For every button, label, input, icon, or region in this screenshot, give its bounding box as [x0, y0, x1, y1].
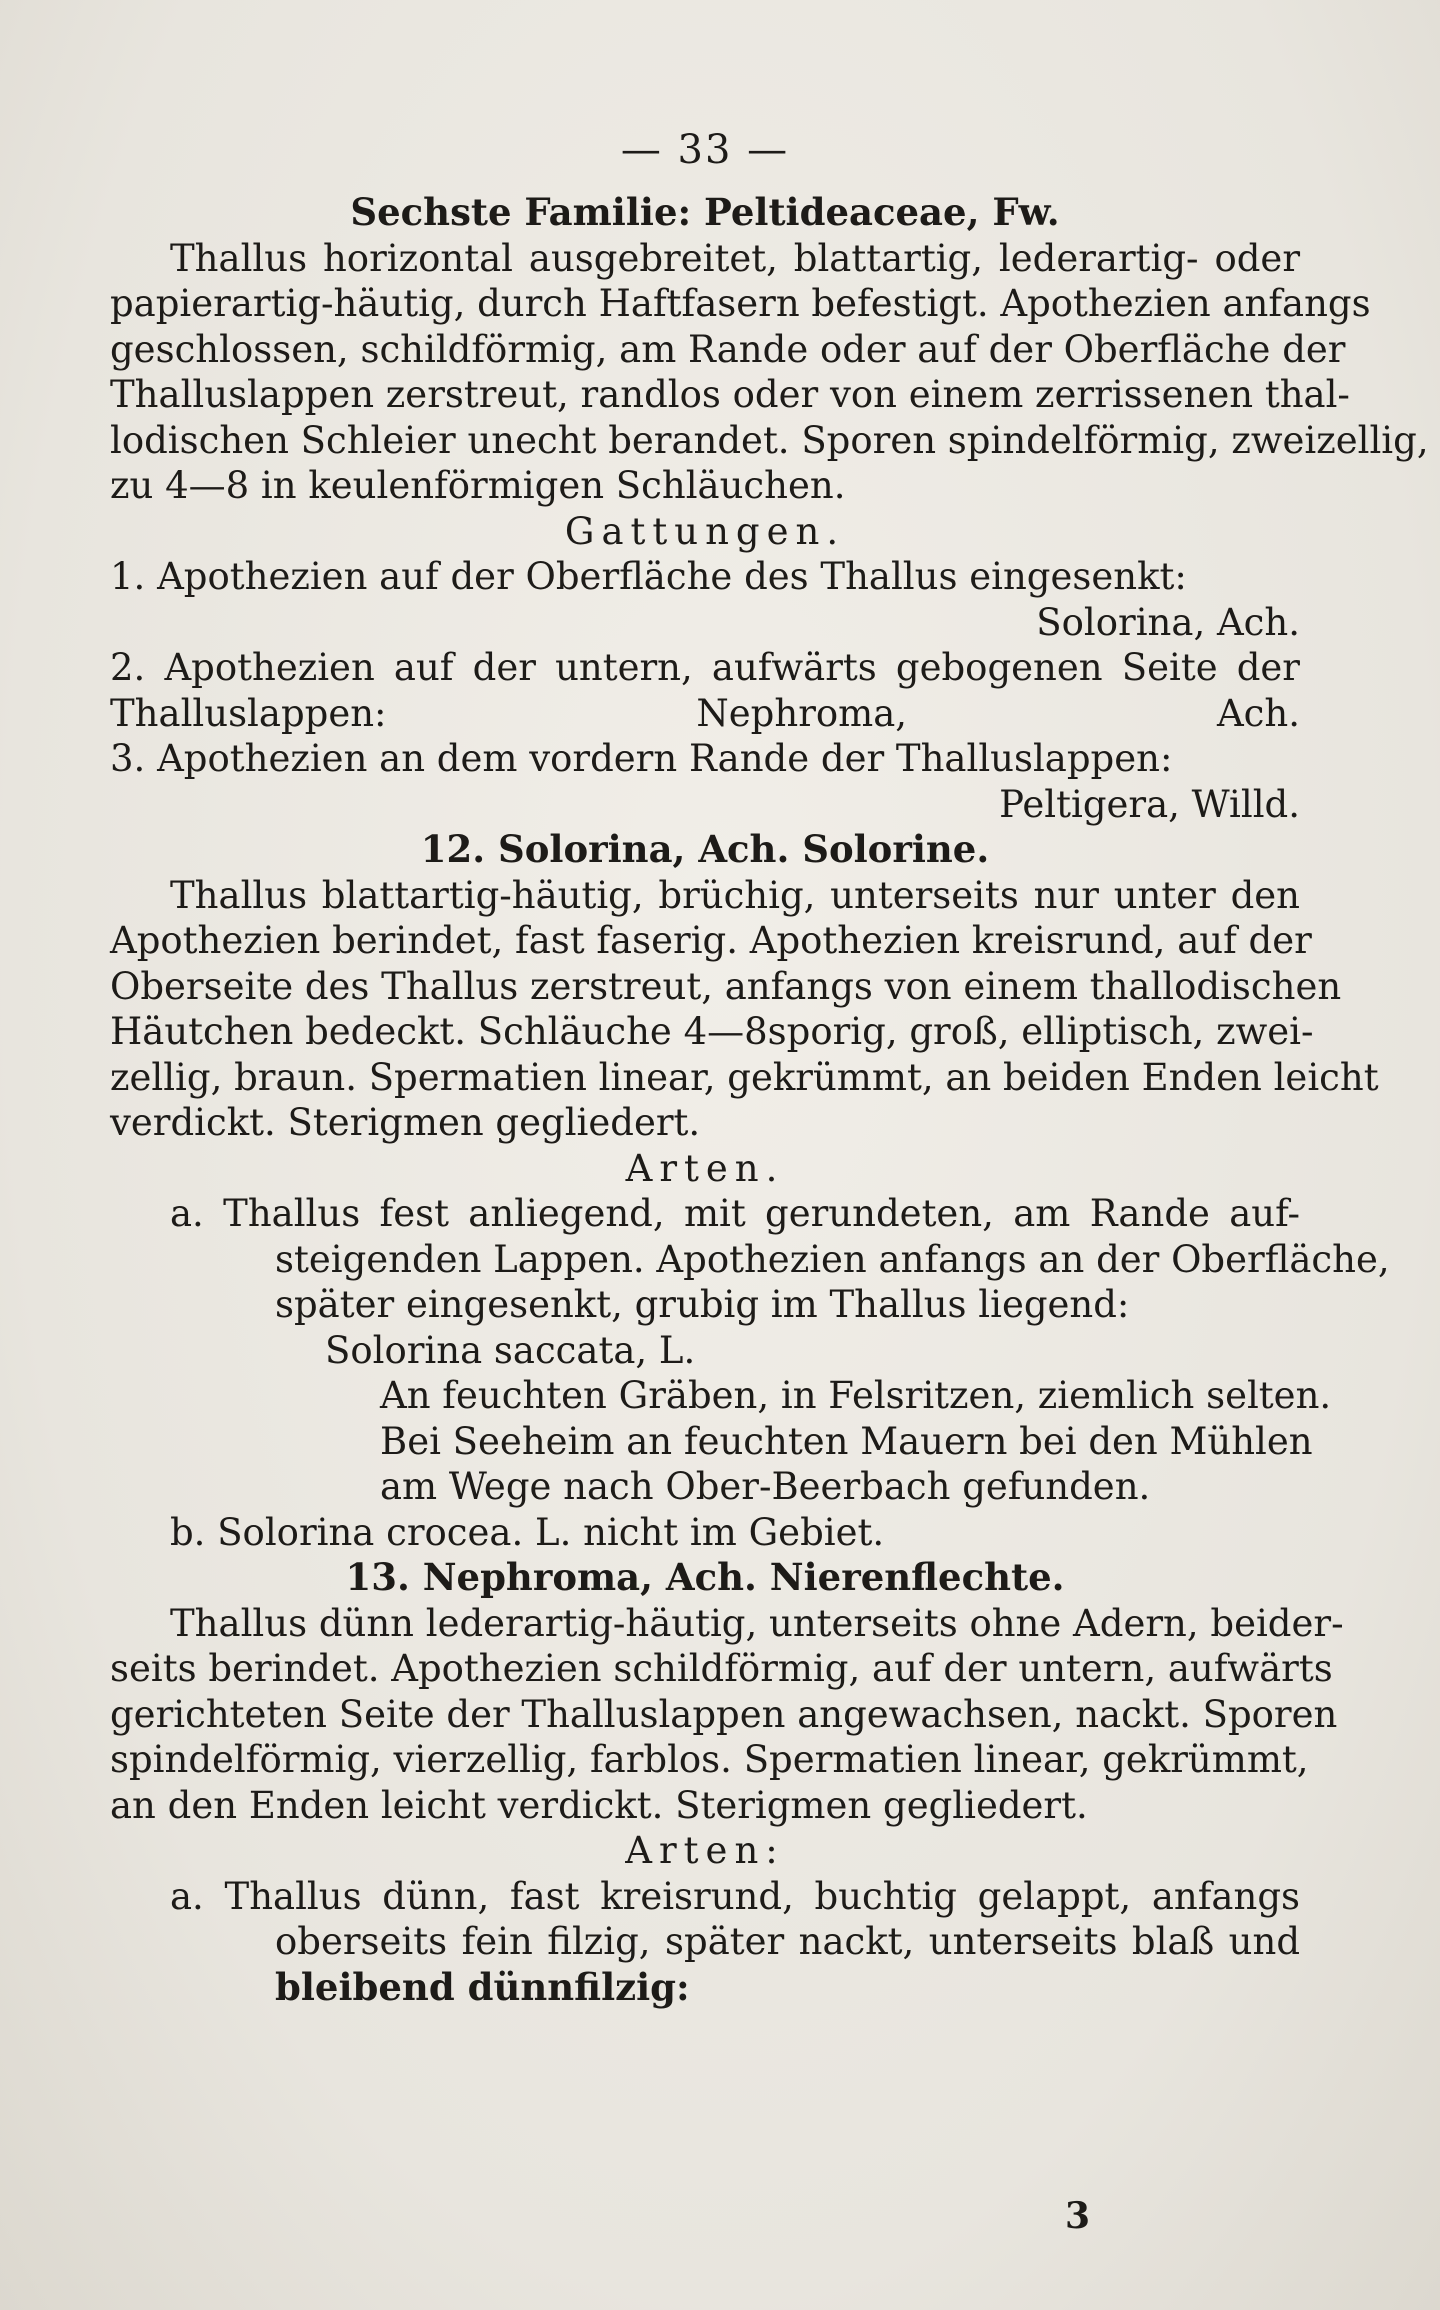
- species-heading: Arten.: [625, 1146, 785, 1190]
- genus-description-line: seits berindet. Apothezien schildförmig, auf der untern, aufwärts: [110, 1647, 1333, 1690]
- family-description-line: lodischen Schleier unecht berandet. Sporen spindelförmig, zweizellig,: [110, 418, 1429, 462]
- species-key-line: oberseits fein filzig, später nackt, unterseits blaß und: [275, 1920, 1300, 1963]
- habitat-line: am Wege nach Ober-Beerbach gefunden.: [380, 1465, 1151, 1508]
- family-heading: Sechste Familie: Peltideaceae, Fw.: [350, 190, 1060, 234]
- genus-description-line: Thallus blattartig-häutig, brüchig, unterseits nur unter den: [170, 873, 1300, 917]
- species-key-line: steigenden Lappen. Apothezien anfangs an der Oberfläche,: [275, 1237, 1390, 1281]
- genus-description-line: spindelförmig, vierzellig, farblos. Spermatien linear, gekrümmt,: [110, 1738, 1309, 1781]
- species-key-line: b. Solorina crocea. L. nicht im Gebiet.: [170, 1510, 885, 1554]
- genus-description-line: zellig, braun. Spermatien linear, gekrümmt, an beiden Enden leicht: [110, 1055, 1379, 1099]
- species-heading: Arten:: [625, 1829, 785, 1872]
- species-key-line: bleibend dünnfilzig:: [275, 1964, 690, 2009]
- genus-key-line: 3. Apothezien an dem vordern Rande der Thalluslappen:: [110, 737, 1173, 780]
- genus-key-line: 1. Apothezien auf der Oberfläche des Thallus eingesenkt:: [110, 555, 1187, 598]
- genus-description-line: Apothezien berindet, fast faserig. Apothezien kreisrund, auf der: [110, 919, 1312, 962]
- species-name: Solorina saccata, L.: [325, 1328, 696, 1372]
- family-description-line: Thallus horizontal ausgebreitet, blattartig, lederartig- oder: [170, 236, 1300, 280]
- genus-key-line: Thalluslappen: Nephroma, Ach.: [110, 691, 1300, 735]
- signature-mark: 3: [1065, 2195, 1091, 2237]
- genus-description-line: Häutchen bedeckt. Schläuche 4—8sporig, groß, elliptisch, zwei-: [110, 1010, 1314, 1053]
- page-number: — 33 —: [620, 127, 790, 173]
- family-description-line: papierartig-häutig, durch Haftfasern befestigt. Apothezien anfangs: [110, 282, 1371, 325]
- family-description-line: Thalluslappen zerstreut, randlos oder von einem zerrissenen thal-: [110, 373, 1350, 416]
- habitat-line: An feuchten Gräben, in Felsritzen, ziemlich selten.: [380, 1374, 1332, 1417]
- genus-description-line: an den Enden leicht verdickt. Sterigmen gegliedert.: [110, 1783, 1088, 1827]
- species-key-line: später eingesenkt, grubig im Thallus liegend:: [275, 1283, 1130, 1326]
- genus-key-name: Solorina, Ach.: [1036, 600, 1300, 644]
- family-description-line: geschlossen, schildförmig, am Rande oder auf der Oberfläche der: [110, 327, 1346, 371]
- genus-description-line: verdickt. Sterigmen gegliedert.: [110, 1101, 701, 1144]
- genus-heading-solorina: 12. Solorina, Ach. Solorine.: [420, 827, 990, 871]
- species-key-line: a. Thallus dünn, fast kreisrund, buchtig gelappt, anfangs: [170, 1874, 1300, 1918]
- family-description-line: zu 4—8 in keulenförmigen Schläuchen.: [110, 464, 846, 507]
- habitat-line: Bei Seeheim an feuchten Mauern bei den Mühlen: [380, 1419, 1313, 1463]
- species-key-line: a. Thallus fest anliegend, mit gerundeten, am Rande auf-: [170, 1192, 1300, 1235]
- genus-key-name: Peltigera, Willd.: [999, 782, 1300, 826]
- genus-heading-nephroma: 13. Nephroma, Ach. Nierenflechte.: [345, 1555, 1065, 1599]
- genus-key-line: 2. Apothezien auf der untern, aufwärts gebogenen Seite der: [110, 646, 1300, 689]
- genus-description-line: gerichteten Seite der Thalluslappen angewachsen, nackt. Sporen: [110, 1692, 1338, 1736]
- genera-heading: Gattungen.: [564, 509, 846, 553]
- genus-description-line: Oberseite des Thallus zerstreut, anfangs von einem thallodischen: [110, 964, 1342, 1008]
- genus-description-line: Thallus dünn lederartig-häutig, unterseits ohne Adern, beider-: [170, 1601, 1344, 1645]
